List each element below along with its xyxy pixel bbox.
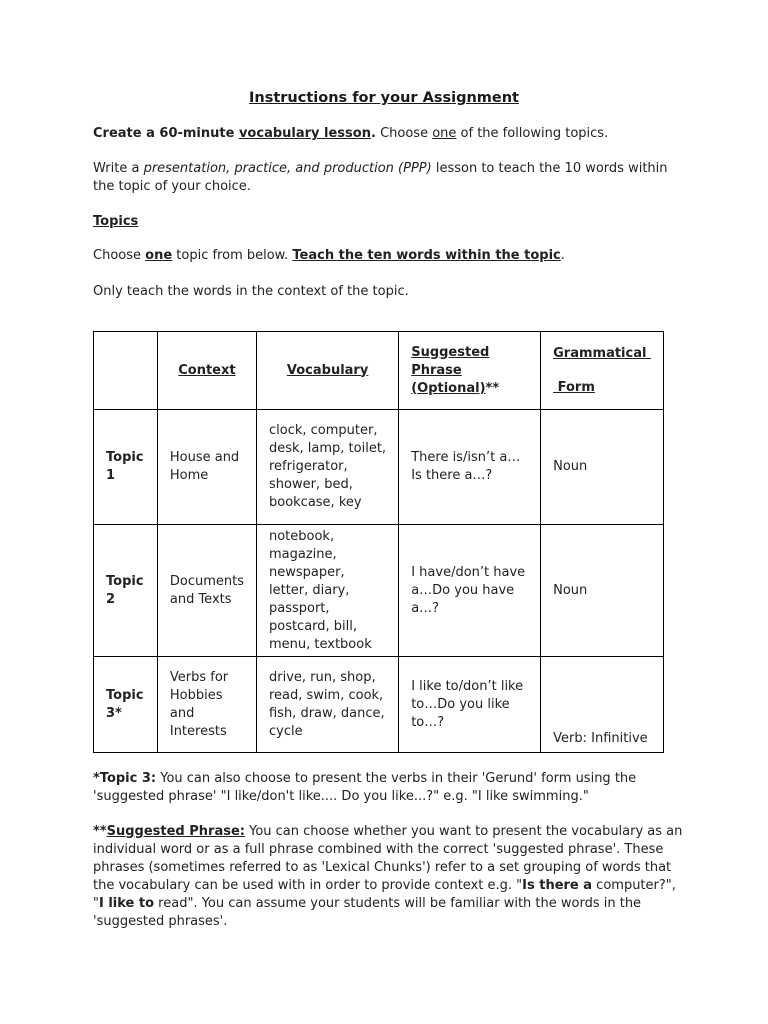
vocabulary-cell: clock, computer, desk, lamp, toilet, refrigerator, shower, bed, bookcase, key bbox=[256, 410, 398, 525]
header-empty-cell bbox=[94, 332, 158, 410]
phrase-cell: I like to/don’t like to…Do you like to…? bbox=[399, 657, 541, 753]
topic-label: Topic bbox=[106, 687, 144, 703]
header-vocabulary-label: Vocabulary bbox=[286, 362, 369, 378]
ppp-text-a: Write a bbox=[93, 161, 144, 176]
vocabulary-cell: drive, run, shop, read, swim, cook, fish, draw, dance, cycle bbox=[256, 657, 398, 753]
topic-number: 1 bbox=[106, 468, 116, 483]
header-phrase-label-c: ** bbox=[485, 380, 500, 396]
topics-table bbox=[93, 331, 664, 753]
choose-text-a: Choose bbox=[93, 248, 146, 263]
header-suggested-phrase bbox=[399, 332, 541, 410]
topic-label-cell bbox=[94, 657, 158, 753]
context-cell: House and Home bbox=[157, 410, 256, 525]
intro-text-one: one bbox=[432, 126, 457, 141]
vocabulary-cell: notebook, magazine, newspaper, letter, diary, passport, postcard, bill, menu, textbook bbox=[256, 525, 398, 657]
topic-label-cell bbox=[94, 525, 158, 657]
ppp-text-c: lesson to teach the 10 words within the topic of your choice. bbox=[93, 161, 668, 194]
header-vocabulary bbox=[256, 332, 398, 410]
intro-text-a: Create a 60-minute bbox=[93, 126, 239, 141]
intro-paragraph bbox=[93, 125, 683, 143]
phrase-cell: There is/isn’t a…Is there a…? bbox=[399, 410, 541, 525]
topic3-note-label: *Topic 3: bbox=[93, 771, 157, 786]
intro-text-vocab-lesson: vocabulary lesson bbox=[238, 126, 371, 141]
topic-label: Topic bbox=[106, 573, 144, 589]
note-bold-i-like-to: I like to bbox=[98, 896, 155, 911]
choose-text-one: one bbox=[145, 248, 173, 263]
note-text-b: computer?", " bbox=[93, 878, 676, 911]
topics-heading: Topics bbox=[93, 214, 139, 229]
table-header-row bbox=[94, 332, 664, 410]
note-text-c: read". You can assume your students will be familiar with the words in the 'suggested phrases'. bbox=[93, 896, 642, 929]
ppp-text-italic: presentation, practice, and production (PPP) bbox=[143, 161, 432, 176]
table-row bbox=[94, 657, 664, 753]
choose-text-period: . bbox=[560, 248, 565, 263]
topic-label: Topic bbox=[106, 450, 144, 465]
phrase-cell: I have/don’t have a…Do you have a…? bbox=[399, 525, 541, 657]
note-bold-is-there-a: Is there a bbox=[522, 878, 593, 893]
header-grammatical-form bbox=[541, 332, 664, 410]
table-row bbox=[94, 525, 664, 657]
ppp-paragraph bbox=[93, 160, 683, 196]
intro-text-choose: Choose bbox=[375, 126, 433, 141]
form-cell: Noun bbox=[541, 410, 664, 525]
header-gram-label-a: Grammatical bbox=[553, 345, 651, 361]
intro-text-topics: of the following topics. bbox=[456, 126, 609, 141]
context-cell: Documents and Texts bbox=[157, 525, 256, 657]
note-label: Suggested Phrase: bbox=[106, 824, 245, 839]
topic3-note-text: You can also choose to present the verbs in their 'Gerund' form using the 'suggested phrase' "I like/don't like.... Do you like...?" e.g. "I like swimming." bbox=[93, 771, 637, 804]
header-phrase-label-a: Suggested Phrase bbox=[411, 344, 490, 378]
header-phrase-label-b: (Optional) bbox=[411, 380, 486, 396]
topic-number: 2 bbox=[106, 591, 116, 607]
page-title: Instructions for your Assignment bbox=[249, 90, 519, 106]
topic-label-cell bbox=[94, 410, 158, 525]
intro-text-period: . bbox=[370, 126, 376, 141]
note-asterisks: ** bbox=[93, 824, 107, 839]
table-row bbox=[94, 410, 664, 525]
form-cell: Verb: Infinitive bbox=[541, 657, 664, 753]
context-cell: Verbs for Hobbies and Interests bbox=[157, 657, 256, 753]
choose-text-c: topic from below. bbox=[172, 248, 293, 263]
choose-topic-paragraph bbox=[93, 247, 683, 265]
choose-text-teach: Teach the ten words within the topic bbox=[292, 248, 561, 263]
suggested-phrase-note bbox=[93, 823, 683, 931]
topic3-note bbox=[93, 770, 683, 806]
context-paragraph: Only teach the words in the context of the topic. bbox=[93, 284, 409, 299]
header-context bbox=[157, 332, 256, 410]
header-gram-label-b: Form bbox=[553, 379, 595, 395]
topic-number: 3* bbox=[106, 705, 122, 721]
header-context-label: Context bbox=[178, 362, 236, 378]
form-cell: Noun bbox=[541, 525, 664, 657]
note-text-a: You can choose whether you want to present the vocabulary as an individual word or as a full phrase combined with the correct 'suggested phrase'. These phrases (sometimes referred to as 'Lexical Chunks') refer to a set grouping of words that the vocabulary can be used with in order to provide context e.g. " bbox=[93, 824, 683, 893]
